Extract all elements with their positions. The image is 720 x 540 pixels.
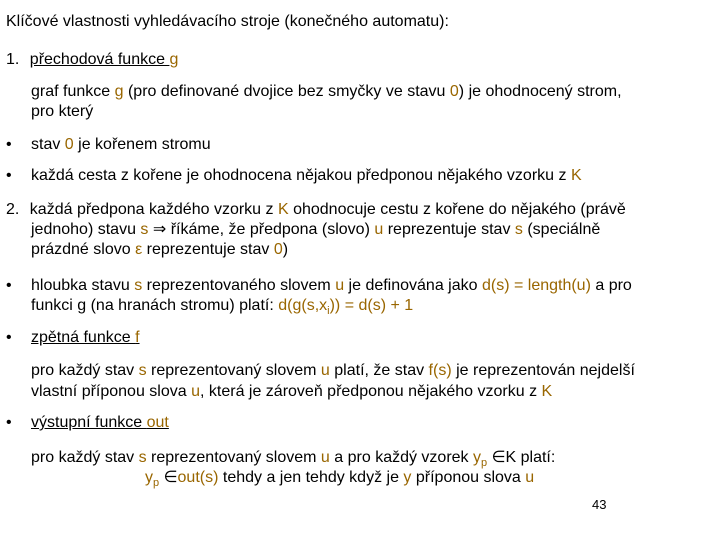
bullet-depth-line-2: funkci g (na hranách stromu) platí: $d(g(s,x_i)) = d(s) + 1$ xyxy=(31,297,414,318)
output-line-2: $y_p$ ∈out(s) tehdy a jen tehdy když je y příponou slova u xyxy=(145,469,535,490)
bullet-marker: • xyxy=(6,329,12,346)
bullet-output-function: výstupní funkce out xyxy=(31,414,169,431)
bullet-marker: • xyxy=(6,277,12,294)
page-number: 43 xyxy=(592,497,607,512)
bullet-root: stav 0 je kořenem stromu xyxy=(31,136,211,153)
item-2-number: 2. xyxy=(6,201,20,218)
graf-line-1: graf funkce g (pro definované dvojice bez smyčky ve stavu 0) je ohodnocený strom, xyxy=(31,83,622,100)
item-2-line-2: jednoho) stavu s ⇒ říkáme, že předpona (slovo) u reprezentuje stav s (speciálně xyxy=(31,221,601,238)
item-1-label: přechodová funkce g xyxy=(29,51,179,68)
graf-line-2: pro který xyxy=(31,103,94,120)
failure-line-2: vlastní příponou slova u, která je zároveň předponou nějakého vzorku z K xyxy=(31,383,553,400)
bullet-marker: • xyxy=(6,136,12,153)
bullet-marker: • xyxy=(6,167,12,184)
slide-title: Klíčové vlastnosti vyhledávacího stroje (konečného automatu): xyxy=(6,13,449,30)
item-2-line-3: prázdné slovo ε reprezentuje stav 0) xyxy=(31,241,289,258)
bullet-path: každá cesta z kořene je ohodnocena nějakou předponou nějakého vzorku z K xyxy=(31,167,582,184)
bullet-failure-function: zpětná funkce f xyxy=(31,329,140,346)
item-1-number: 1. xyxy=(6,51,20,68)
bullet-depth-line-1: hloubka stavu s reprezentovaného slovem u je definována jako d(s) = length(u) a pro xyxy=(31,277,632,294)
item-1 xyxy=(6,50,178,70)
failure-line-1: pro každý stav s reprezentovaný slovem u platí, že stav f(s) je reprezentován nejdelší xyxy=(31,362,635,379)
output-line-1: pro každý stav s reprezentovaný slovem u a pro každý vzorek $y_p$ ∈K platí: xyxy=(31,449,556,470)
item-2-line-1: 2. každá předpona každého vzorku z K ohodnocuje cestu z kořene do nějakého (právě xyxy=(6,201,626,218)
bullet-marker: • xyxy=(6,414,12,431)
